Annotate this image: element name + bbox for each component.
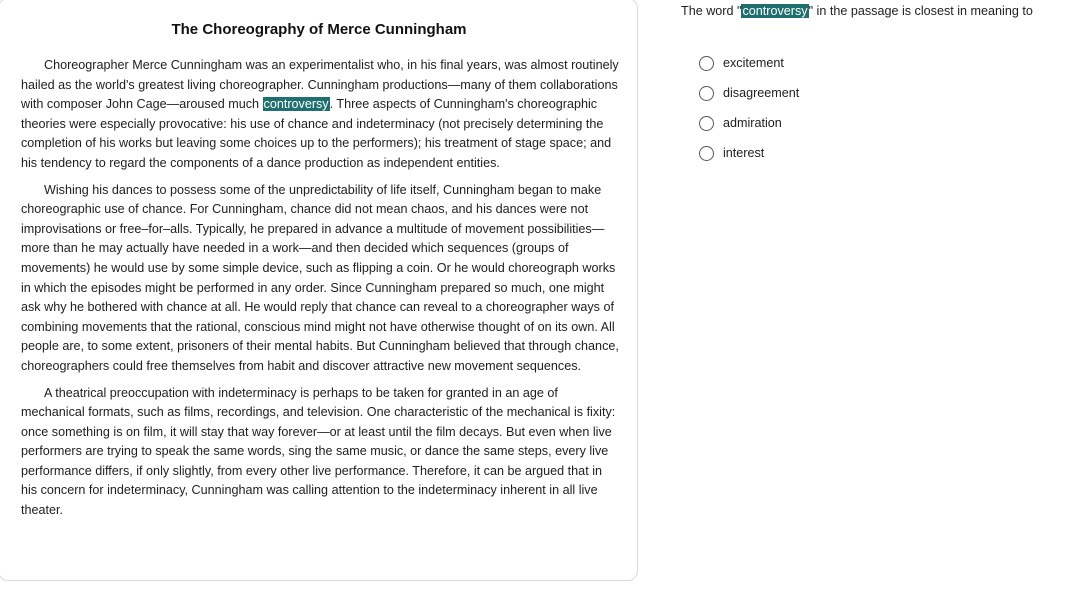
answer-options	[699, 48, 799, 168]
stem-text: The word "	[681, 4, 742, 18]
paragraph-text: . Three aspects of Cunningham's choreographic theories were especially provocative: his use of chance and indeterminacy (not precisely determining the completion of his works but leaving some choices up to the performers); his treatment of stage space; and his tendency to regard the components of a dance production as independent entities.	[21, 97, 612, 170]
passage-paragraph-3: A theatrical preoccupation with indeterminacy is perhaps to be taken for granted in an age of mechanical formats, such as films, recordings, and television. One characteristic of the mechanical is fixity: once something is on film, it will stay that way forever—or at least until the film decays. But even when live performers are trying to speak the same words, sing the same music, or dance the same steps, every live performance differs, if only slightly, from every other live performance. Therefore, it can be argued that in his concern for indeterminacy, Cunningham was calling attention to the indeterminacy inherent in all live theater.	[21, 385, 616, 518]
passage-title: The Choreography of Merce Cunningham	[171, 21, 467, 38]
stem-text: " in the passage is closest in meaning to	[808, 4, 1033, 18]
stem-highlighted-word: controversy	[742, 4, 808, 18]
option-label: admiration	[723, 116, 782, 130]
answer-option-excitement[interactable]	[699, 48, 799, 78]
option-label: excitement	[723, 56, 784, 70]
answer-option-admiration[interactable]	[699, 108, 799, 138]
radio-button[interactable]	[699, 116, 714, 131]
answer-option-disagreement[interactable]	[699, 78, 799, 108]
radio-button[interactable]	[699, 56, 714, 71]
radio-button[interactable]	[699, 146, 714, 161]
question-stem	[681, 3, 1033, 19]
paragraph-text: Choreographer Merce Cunningham was an experimentalist who, in his final years, was almost routinely hailed as the world's greatest living choreographer. Cunningham productions—many of them collaborations with composer John Cage—aroused much	[21, 58, 619, 112]
radio-button[interactable]	[699, 86, 714, 101]
option-label: disagreement	[723, 86, 800, 100]
option-label: interest	[723, 146, 765, 160]
highlighted-word: controversy	[263, 97, 329, 112]
passage-paragraph-2: Wishing his dances to possess some of the unpredictability of life itself, Cunningham began to make choreographic use of chance. For Cunningham, chance did not mean chaos, and his dances were not improvisations or free–for–alls. Typically, he prepared in advance a multitude of movement possibilities—more than he may actually have needed in a work—and then decided which sequences (groups of movements) he would use by some simple device, such as flipping a coin. Or he would choreograph works in which the episodes might be performed in any order. Since Cunningham prepared so much, one might ask why he bothered with chance at all. He would reply that chance can reveal to a choreographer ways of combining movements that the rational, conscious mind might not have otherwise thought of on its own. All people are, to some extent, prisoners of their mental habits. But Cunningham believed that through chance, choreographers could free themselves from habit and discover attractive new movement sequences.	[21, 182, 619, 373]
passage-body	[21, 56, 619, 528]
answer-option-interest[interactable]	[699, 138, 799, 168]
passage-paragraph-1	[21, 56, 619, 174]
